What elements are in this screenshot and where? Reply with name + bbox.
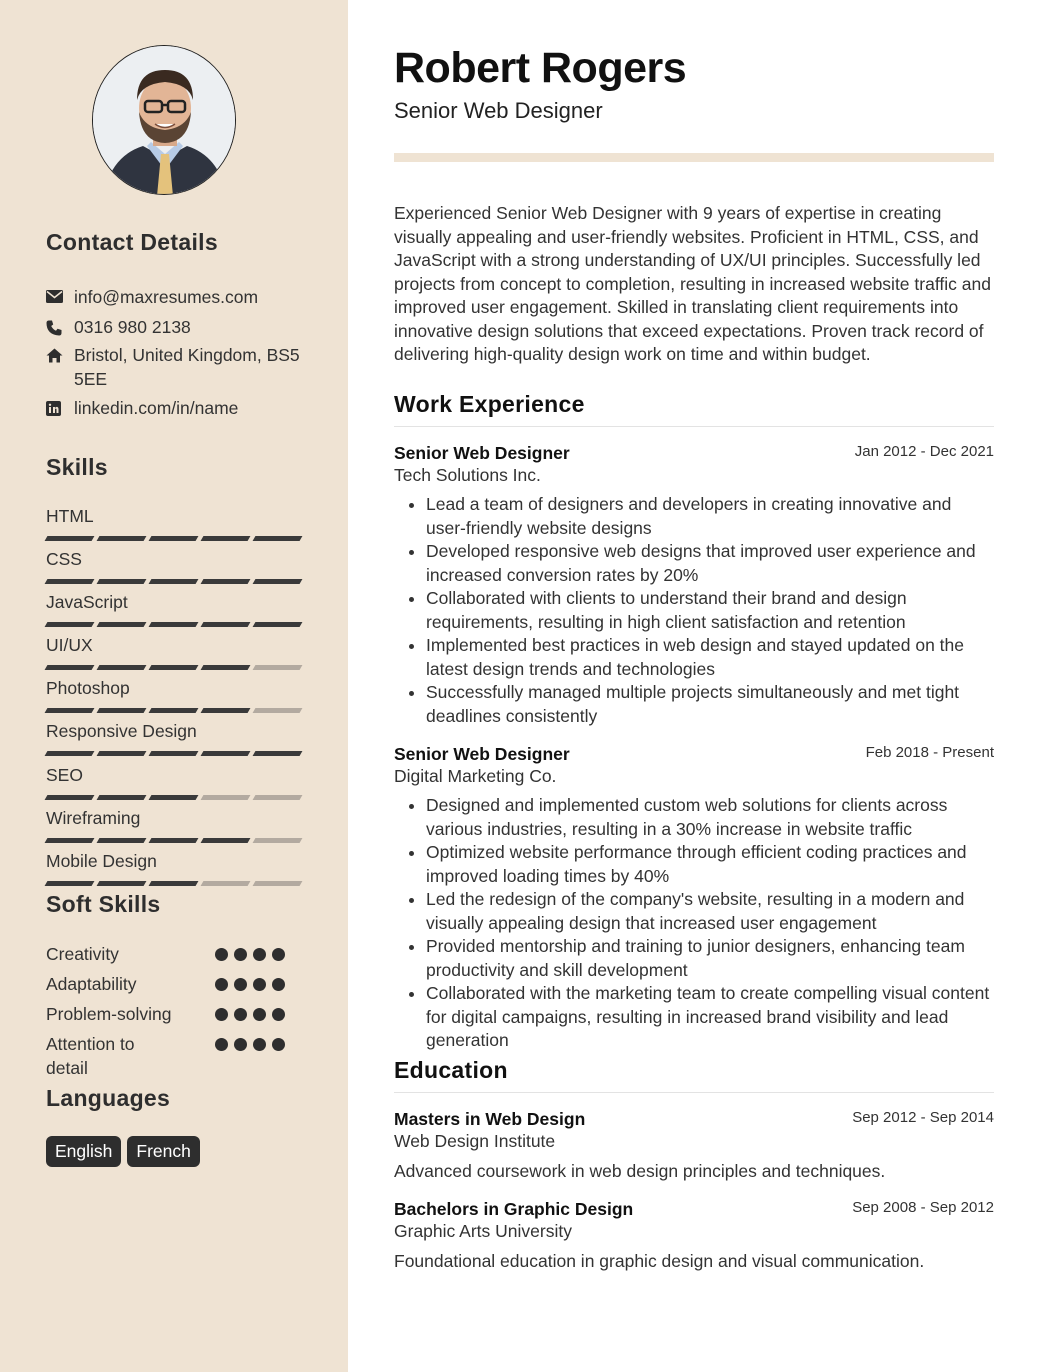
rating-dot xyxy=(272,1008,285,1021)
soft-skill-label: Creativity xyxy=(46,944,119,964)
skill-item xyxy=(46,634,302,670)
school-name: Web Design Institute xyxy=(394,1131,556,1151)
skill-level-segment xyxy=(97,708,147,713)
skill-level-bar xyxy=(46,751,302,756)
skill-item xyxy=(46,764,302,800)
skill-level-segment xyxy=(201,795,251,800)
job-dates: Jan 2012 - Dec 2021 xyxy=(854,443,994,460)
candidate-role: Senior Web Designer xyxy=(394,98,603,123)
contact-linkedin[interactable] xyxy=(46,396,316,420)
contact-phone[interactable] xyxy=(46,315,316,339)
skill-level-segment xyxy=(149,795,199,800)
skill-level-segment xyxy=(149,665,199,670)
skill-level-bar xyxy=(46,536,302,541)
skill-item xyxy=(46,591,302,627)
rating-dot xyxy=(253,978,266,991)
skill-item xyxy=(46,807,302,843)
soft-skill-rating xyxy=(215,1008,285,1021)
education-heading: Education xyxy=(394,1057,994,1093)
rating-dot xyxy=(215,978,228,991)
rating-dot xyxy=(215,948,228,961)
skill-level-segment xyxy=(45,536,95,541)
home-icon xyxy=(46,343,74,391)
job-title: Senior Web Designer xyxy=(394,443,570,463)
skill-level-segment xyxy=(201,881,251,886)
skill-item xyxy=(46,677,302,713)
work-heading: Work Experience xyxy=(394,391,994,427)
skill-level-segment xyxy=(45,795,95,800)
skill-level-segment xyxy=(253,622,303,627)
skill-label: Photoshop xyxy=(46,678,130,698)
skill-level-segment xyxy=(45,622,95,627)
email-text: info@maxresumes.com xyxy=(74,287,259,307)
skill-level-segment xyxy=(253,665,303,670)
rating-dot xyxy=(215,1008,228,1021)
rating-dot xyxy=(234,1008,247,1021)
degree-title: Masters in Web Design xyxy=(394,1109,586,1129)
rating-dot xyxy=(272,978,285,991)
rating-dot xyxy=(272,1038,285,1051)
skill-level-segment xyxy=(45,708,95,713)
skill-level-segment xyxy=(201,622,251,627)
summary-text: Experienced Senior Web Designer with 9 years of expertise in creating visually appealing and user-friendly websites. Proficient in HTML, CSS, and JavaScript with a strong understanding of UX/UI principles. Successfully led projects from concept to completion, resulting in increased website traffic and improved user engagement. Skilled in translating client requirements into innovative design solutions that exceed expectations. Proven track record of delivering high-quality design work on time and within budget. xyxy=(394,203,991,364)
work-entry xyxy=(394,743,994,1053)
skill-level-segment xyxy=(253,708,303,713)
job-bullet: • Successfully managed multiple projects simultaneously and met tight deadlines consistently xyxy=(426,681,994,728)
soft-skill-label: Attention to detail xyxy=(46,1034,135,1078)
skill-label: CSS xyxy=(46,549,82,569)
skill-level-segment xyxy=(45,579,95,584)
school-name: Graphic Arts University xyxy=(394,1221,572,1241)
soft-skill-rating xyxy=(215,1038,285,1051)
skill-level-segment xyxy=(97,795,147,800)
skill-level-segment xyxy=(201,536,251,541)
address-text: Bristol, United Kingdom, BS5 5EE xyxy=(74,345,300,389)
skill-level-segment xyxy=(97,622,147,627)
job-title: Senior Web Designer xyxy=(394,744,570,764)
degree-title: Bachelors in Graphic Design xyxy=(394,1199,634,1219)
skill-level-segment xyxy=(201,665,251,670)
job-dates: Feb 2018 - Present xyxy=(865,744,994,761)
skill-level-segment xyxy=(253,536,303,541)
contact-email[interactable] xyxy=(46,285,316,309)
job-bullet: • Designed and implemented custom web solutions for clients across various industries, resulting in a 30% increase in website traffic xyxy=(426,794,994,841)
soft-skills-heading: Soft Skills xyxy=(46,891,161,917)
contact-heading: Contact Details xyxy=(46,229,218,255)
skill-level-segment xyxy=(201,838,251,843)
skill-label: JavaScript xyxy=(46,592,128,612)
job-bullet: • Implemented best practices in web design and stayed updated on the latest design trends and technologies xyxy=(426,634,994,681)
profile-photo xyxy=(93,46,236,195)
education-entry xyxy=(394,1108,994,1183)
skill-item xyxy=(46,850,302,886)
soft-skill-label: Problem-solving xyxy=(46,1004,172,1024)
skill-level-segment xyxy=(45,665,95,670)
skill-level-segment xyxy=(45,751,95,756)
rating-dot xyxy=(234,948,247,961)
skill-label: SEO xyxy=(46,765,83,785)
rating-dot xyxy=(215,1038,228,1051)
education-description: Advanced coursework in web design principles and techniques. xyxy=(394,1161,886,1181)
rating-dot xyxy=(234,1038,247,1051)
rating-dot xyxy=(253,1008,266,1021)
contact-address xyxy=(46,343,316,391)
education-dates: Sep 2012 - Sep 2014 xyxy=(852,1109,994,1126)
education-dates: Sep 2008 - Sep 2012 xyxy=(852,1199,994,1216)
company-name: Tech Solutions Inc. xyxy=(394,465,541,485)
job-bullet: • Led the redesign of the company's website, resulting in a modern and visually appealing design that increased user engagement xyxy=(426,888,994,935)
linkedin-text: linkedin.com/in/name xyxy=(74,398,239,418)
work-entry xyxy=(394,442,994,728)
skill-label: Wireframing xyxy=(46,808,141,828)
job-bullet: • Collaborated with clients to understand their brand and design requirements, resulting in high client satisfaction and retention xyxy=(426,587,994,634)
languages-list xyxy=(46,1136,200,1167)
skill-level-bar xyxy=(46,579,302,584)
soft-skill-rating xyxy=(215,978,285,991)
skill-level-bar xyxy=(46,881,302,886)
job-bullet: • Provided mentorship and training to junior designers, enhancing team productivity and skill development xyxy=(426,935,994,982)
envelope-icon xyxy=(46,285,74,309)
skill-level-segment xyxy=(97,751,147,756)
skill-level-segment xyxy=(201,708,251,713)
skill-level-segment xyxy=(201,579,251,584)
rating-dot xyxy=(272,948,285,961)
skill-level-segment xyxy=(201,751,251,756)
skill-level-segment xyxy=(253,751,303,756)
skill-level-segment xyxy=(149,751,199,756)
skill-item xyxy=(46,505,302,541)
job-bullet: • Optimized website performance through efficient coding practices and improved loading times by 40% xyxy=(426,841,994,888)
skills-heading: Skills xyxy=(46,454,108,480)
education-description: Foundational education in graphic design and visual communication. xyxy=(394,1251,925,1271)
skill-level-segment xyxy=(149,838,199,843)
skill-level-segment xyxy=(45,881,95,886)
skill-level-bar xyxy=(46,708,302,713)
skill-item xyxy=(46,548,302,584)
job-bullet: • Developed responsive web designs that improved user experience and increased conversion rates by 20% xyxy=(426,540,994,587)
job-bullet: • Collaborated with the marketing team to create compelling visual content for digital campaigns, resulting in increased brand visibility and lead generation xyxy=(426,982,994,1053)
skill-label: Mobile Design xyxy=(46,851,157,871)
sidebar xyxy=(0,0,348,1372)
phone-icon xyxy=(46,315,74,339)
rating-dot xyxy=(253,948,266,961)
skill-level-segment xyxy=(97,536,147,541)
company-name: Digital Marketing Co. xyxy=(394,766,557,786)
job-bullets xyxy=(426,493,994,728)
skill-level-segment xyxy=(253,838,303,843)
education-entry xyxy=(394,1198,994,1273)
skill-level-bar xyxy=(46,665,302,670)
skill-label: HTML xyxy=(46,506,94,526)
language-chip: English xyxy=(46,1136,121,1167)
skill-level-segment xyxy=(253,795,303,800)
skill-level-segment xyxy=(97,579,147,584)
phone-text: 0316 980 2138 xyxy=(74,317,191,337)
candidate-name: Robert Rogers xyxy=(394,44,687,92)
skill-level-segment xyxy=(149,708,199,713)
rating-dot xyxy=(253,1038,266,1051)
languages-heading: Languages xyxy=(46,1085,171,1111)
language-chip: French xyxy=(127,1136,199,1167)
skill-level-segment xyxy=(253,579,303,584)
skill-level-segment xyxy=(97,881,147,886)
skill-level-segment xyxy=(149,622,199,627)
skill-level-segment xyxy=(149,579,199,584)
job-bullets xyxy=(426,794,994,1053)
skill-level-bar xyxy=(46,795,302,800)
skill-level-segment xyxy=(149,536,199,541)
skill-item xyxy=(46,720,302,756)
skill-level-bar xyxy=(46,838,302,843)
skill-label: UI/UX xyxy=(46,635,93,655)
skill-level-segment xyxy=(45,838,95,843)
skill-level-segment xyxy=(149,881,199,886)
soft-skill-label: Adaptability xyxy=(46,974,137,994)
soft-skill-rating xyxy=(215,948,285,961)
job-bullet: • Lead a team of designers and developers in creating innovative and user-friendly website designs xyxy=(426,493,994,540)
skill-level-segment xyxy=(97,665,147,670)
header-divider xyxy=(394,153,994,162)
skill-level-segment xyxy=(253,881,303,886)
avatar xyxy=(92,45,236,195)
skill-level-segment xyxy=(97,838,147,843)
skill-level-bar xyxy=(46,622,302,627)
skill-label: Responsive Design xyxy=(46,721,197,741)
rating-dot xyxy=(234,978,247,991)
linkedin-icon xyxy=(46,396,74,420)
